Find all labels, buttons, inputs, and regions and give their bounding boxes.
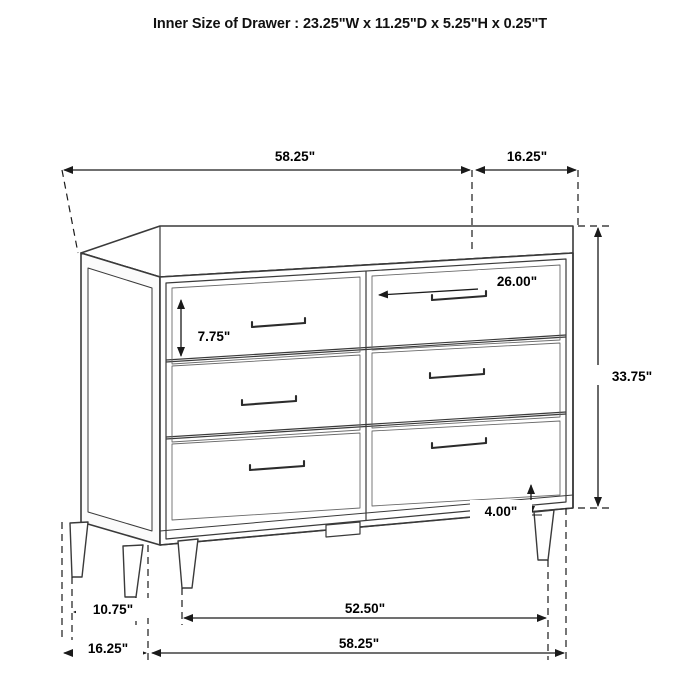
- label-foot-depth: 10.75": [92, 602, 134, 617]
- label-drawer-width: 26.00": [496, 274, 538, 289]
- leg-left-back: [70, 522, 88, 577]
- label-total-height: 33.75": [611, 369, 653, 384]
- page-title: Inner Size of Drawer : 23.25"W x 11.25"D x 5.25"H x 0.25"T: [152, 16, 548, 32]
- leg-right-front: [534, 510, 554, 560]
- dresser-left-side-panel: [81, 253, 160, 545]
- label-bottom-inner: 52.50": [344, 601, 386, 616]
- leg-left-front: [123, 545, 143, 597]
- label-drawer-height: 7.75": [197, 329, 231, 344]
- label-bottom-side: 16.25": [87, 641, 129, 656]
- center-support: [326, 522, 360, 537]
- label-leg-height: 4.00": [484, 504, 518, 519]
- label-bottom-total: 58.25": [338, 636, 380, 651]
- label-top-right: 16.25": [506, 149, 548, 164]
- label-top-left: 58.25": [274, 149, 316, 164]
- leg-center-front: [178, 539, 198, 588]
